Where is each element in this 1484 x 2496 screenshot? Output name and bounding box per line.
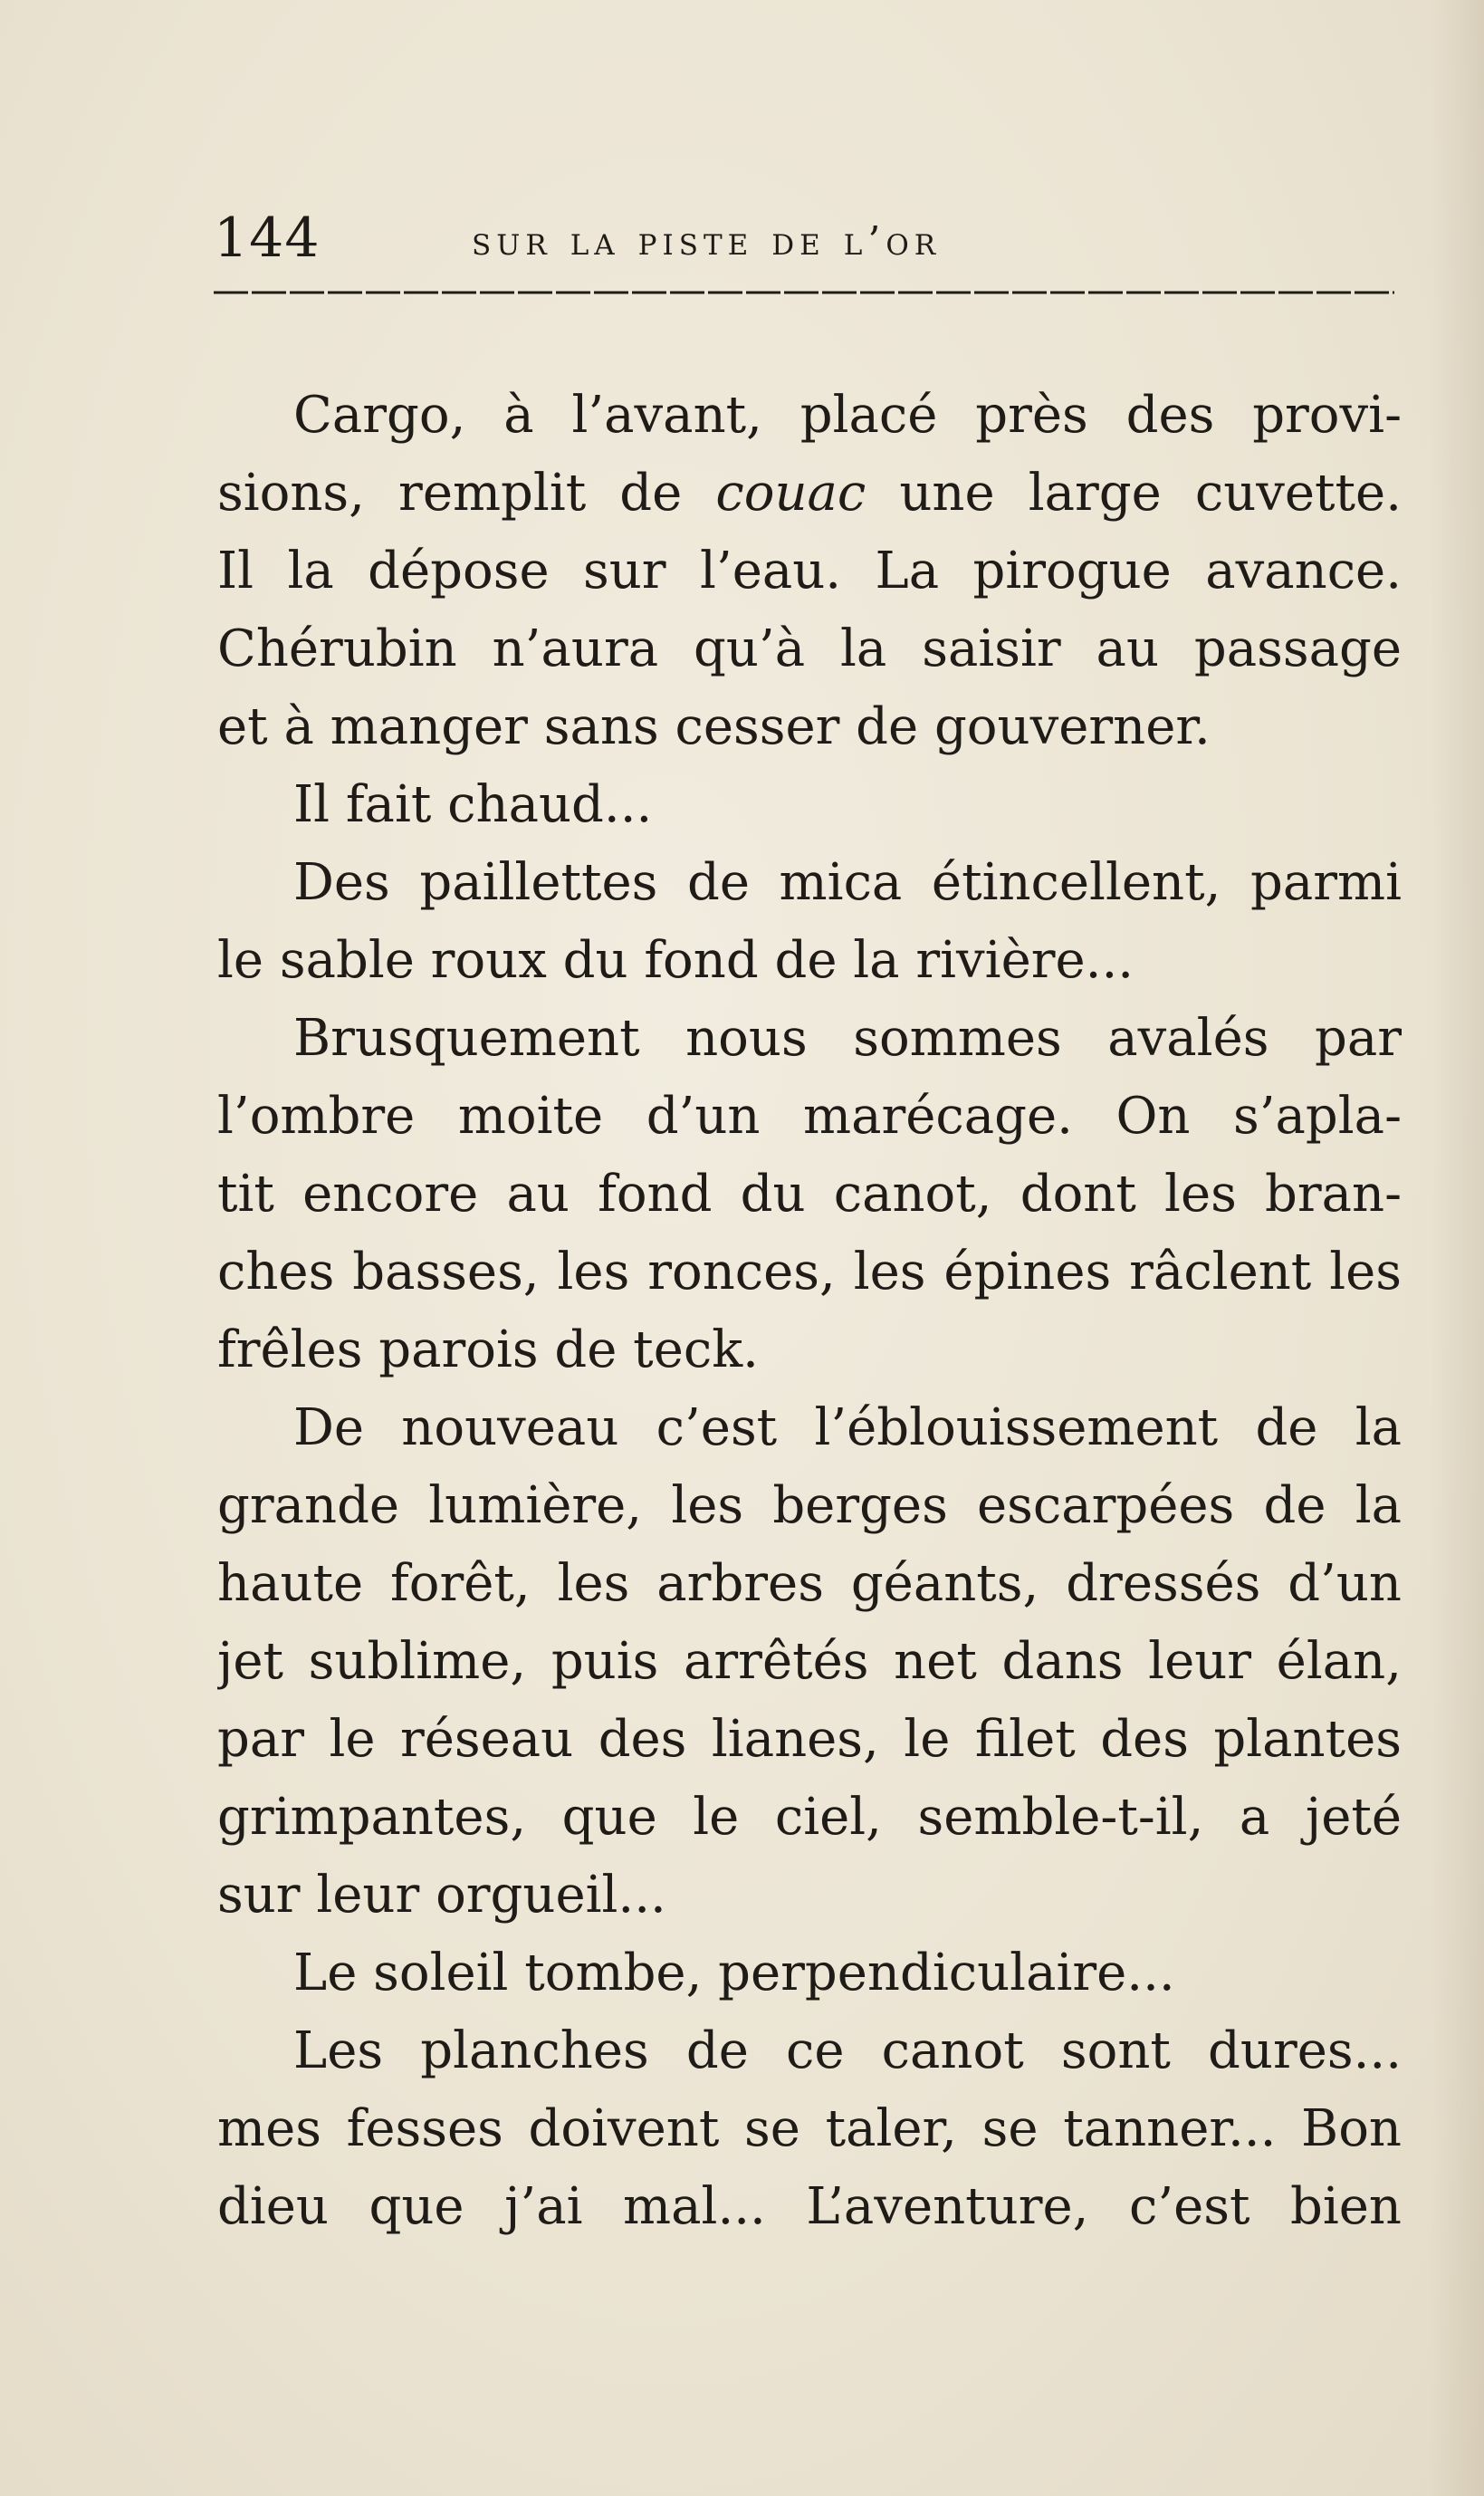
page-gutter-shadow — [1430, 0, 1484, 2496]
text-line: Chérubin n’aura qu’à la saisir au passage — [217, 619, 1402, 678]
text-span: sions, remplit de — [217, 464, 716, 523]
text-line: Les planches de ce canot sont dures... — [293, 2021, 1402, 2080]
text-line: par le réseau des lianes, le filet des plantes — [217, 1710, 1402, 1769]
text-line: grimpantes, que le ciel, semble-t-il, a jeté — [217, 1788, 1402, 1847]
text-line: mes fesses doivent se taler, se tanner... Bon — [217, 2099, 1402, 2158]
text-line: Le soleil tombe, perpendiculaire... — [293, 1944, 1175, 2002]
text-line: et à manger sans cesser de gouverner. — [217, 697, 1211, 756]
text-line: grande lumière, les berges escarpées de la — [217, 1476, 1402, 1535]
text-line: Des paillettes de mica étincellent, parmi — [293, 853, 1402, 912]
text-line: Il la dépose sur l’eau. La pirogue avance. — [217, 542, 1402, 600]
text-line: Brusquement nous sommes avalés par — [293, 1009, 1402, 1068]
text-line: jet sublime, puis arrêtés net dans leur élan, — [217, 1632, 1402, 1691]
text-line: Cargo, à l’avant, placé près des provi- — [293, 386, 1402, 445]
header-rule — [214, 290, 1394, 295]
text-line: haute forêt, les arbres géants, dressés d’un — [217, 1554, 1402, 1613]
text-line: ches basses, les ronces, les épines râclent les — [217, 1243, 1402, 1301]
running-head — [214, 206, 1409, 270]
text-line: Il fait chaud... — [293, 775, 653, 834]
text-line — [217, 455, 1402, 533]
text-line: De nouveau c’est l’éblouissement de la — [293, 1398, 1402, 1457]
text-line: dieu que j’ai mal... L’aventure, c’est bien — [217, 2177, 1402, 2236]
text-line: le sable roux du fond de la rivière... — [217, 931, 1135, 990]
body-text — [217, 377, 1402, 2246]
text-line: l’ombre moite d’un marécage. On s’apla- — [217, 1087, 1402, 1146]
running-title: sur la piste de l’or — [472, 218, 942, 264]
text-line: tit encore au fond du canot, dont les bran- — [217, 1165, 1402, 1224]
italic-word: couac — [715, 464, 866, 523]
page-number: 144 — [214, 206, 321, 270]
text-line: frêles parois de teck. — [217, 1320, 759, 1379]
text-line: sur leur orgueil... — [217, 1866, 666, 1925]
text-span: une large cuvette. — [866, 464, 1402, 523]
